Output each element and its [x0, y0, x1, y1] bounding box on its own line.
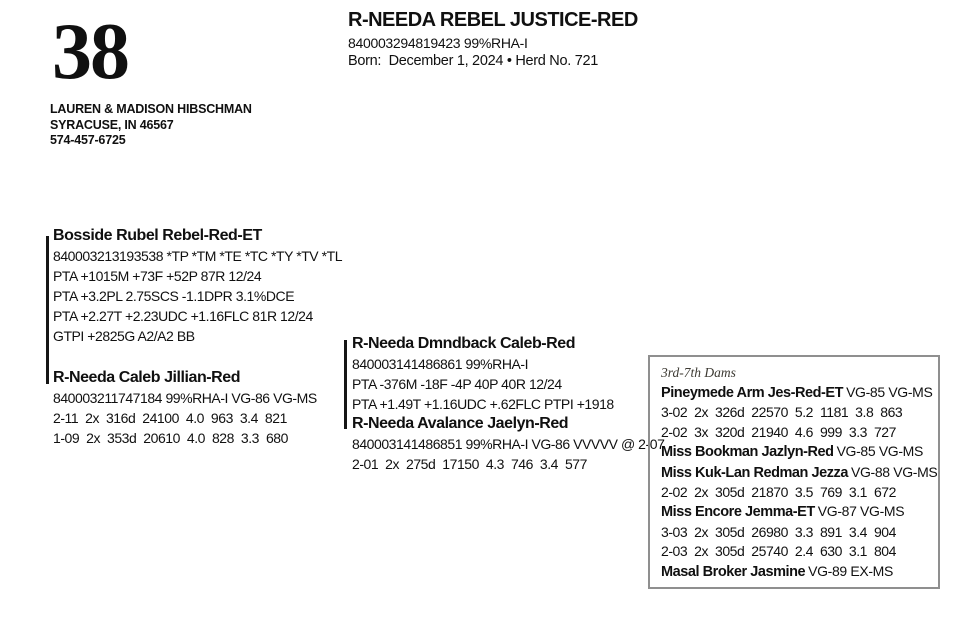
dam-registration: 840003211747184 99%RHA-I VG-86 VG-MS — [53, 390, 317, 406]
animal-name: R-NEEDA REBEL JUSTICE-RED — [348, 9, 638, 31]
animal-header — [348, 9, 638, 71]
dam-entry-record: 3-03 2x 305d 26980 3.3 891 3.4 904 — [661, 523, 896, 540]
sire-registration: 840003213193538 *TP *TM *TE *TC *TY *TV *TL — [53, 248, 343, 264]
maternal-sire-pta-line: PTA -376M -18F -4P 40P 40R 12/24 — [352, 376, 562, 392]
dam-entry — [661, 463, 938, 483]
dam-entry-name: Miss Kuk-Lan Redman Jezza — [661, 464, 848, 481]
dam-entry-rating: VG-89 EX-MS — [808, 562, 893, 579]
dam-entry — [661, 383, 932, 403]
sire-block — [53, 226, 342, 346]
maternal-sire-name: R-Needa Dmndback Caleb-Red — [352, 335, 576, 352]
maternal-sire-pta-line: PTA +1.49T +1.16UDC +.62FLC PTPI +1918 — [352, 396, 614, 412]
dam-name: R-Needa Caleb Jillian-Red — [53, 369, 241, 386]
consignor-location: SYRACUSE, IN 46567 — [50, 117, 174, 132]
maternal-dam-lactation-record: 2-01 2x 275d 17150 4.3 746 3.4 577 — [352, 456, 587, 472]
sire-pta-line: PTA +1015M +73F +52P 87R 12/24 — [53, 268, 262, 284]
sire-pta-line: PTA +3.2PL 2.75SCS -1.1DPR 3.1%DCE — [53, 288, 295, 304]
dam-entry-rating: VG-85 VG-MS — [846, 384, 933, 400]
dam-entry — [661, 502, 932, 522]
dam-entry-name: Miss Encore Jemma-ET — [661, 504, 815, 521]
sire-pta-line: PTA +2.27T +2.23UDC +1.16FLC 81R 12/24 — [53, 308, 313, 324]
dam-entry — [661, 562, 932, 582]
dam-entry-record: 2-02 2x 305d 21870 3.5 769 3.1 672 — [661, 484, 896, 501]
dam-entry-rating: VG-85 VG-MS — [836, 443, 923, 460]
consignor-block — [50, 102, 252, 149]
lot-number: 38 — [52, 8, 128, 96]
maternal-dam-registration: 840003141486851 99%RHA-I VG-86 VVVVV @ 2-07 — [352, 436, 665, 452]
dam-entry-name: Masal Broker Jasmine — [661, 563, 806, 580]
maternal-sire-block — [352, 334, 614, 414]
sire-name: Bosside Rubel Rebel-Red-ET — [53, 227, 262, 244]
maternal-dam-name: R-Needa Avalance Jaelyn-Red — [352, 415, 569, 432]
maternal-sire-registration: 840003141486861 99%RHA-I — [352, 356, 529, 372]
dam-entry-name: Miss Bookman Jazlyn-Red — [661, 444, 834, 461]
animal-born-line: Born: December 1, 2024 • Herd No. 721 — [348, 53, 598, 69]
dam-entry-rating: VG-87 VG-MS — [817, 503, 905, 520]
maternal-dam-block — [352, 414, 664, 474]
dam-entry-name: Pineymede Arm Jes-Red-ET — [661, 385, 844, 401]
pedigree-bracket-sire-dam — [46, 236, 49, 384]
dam-entry-record: 3-02 2x 326d 22570 5.2 1181 3.8 863 — [661, 404, 903, 421]
dam-lactation-record: 1-09 2x 353d 20610 4.0 828 3.3 680 — [53, 430, 288, 446]
dam-block — [53, 368, 317, 448]
sire-gtpi-line: GTPI +2825G A2/A2 BB — [53, 328, 195, 344]
later-dams-title: 3rd-7th Dams — [661, 365, 736, 380]
pedigree-bracket-maternal — [344, 340, 347, 429]
consignor-name: LAUREN & MADISON HIBSCHMAN — [50, 102, 252, 116]
dam-entry-record: 2-02 3x 320d 21940 4.6 999 3.3 727 — [661, 423, 896, 440]
dam-entry — [661, 442, 932, 462]
dam-lactation-record: 2-11 2x 316d 24100 4.0 963 3.4 821 — [53, 410, 287, 426]
later-dams-box — [648, 355, 940, 589]
consignor-phone: 574-457-6725 — [50, 133, 126, 147]
dam-entry-rating: VG-88 VG-MS — [850, 463, 938, 480]
dam-entry-record: 2-03 2x 305d 25740 2.4 630 3.1 804 — [661, 543, 896, 560]
animal-registration: 840003294819423 99%RHA-I — [348, 35, 528, 51]
